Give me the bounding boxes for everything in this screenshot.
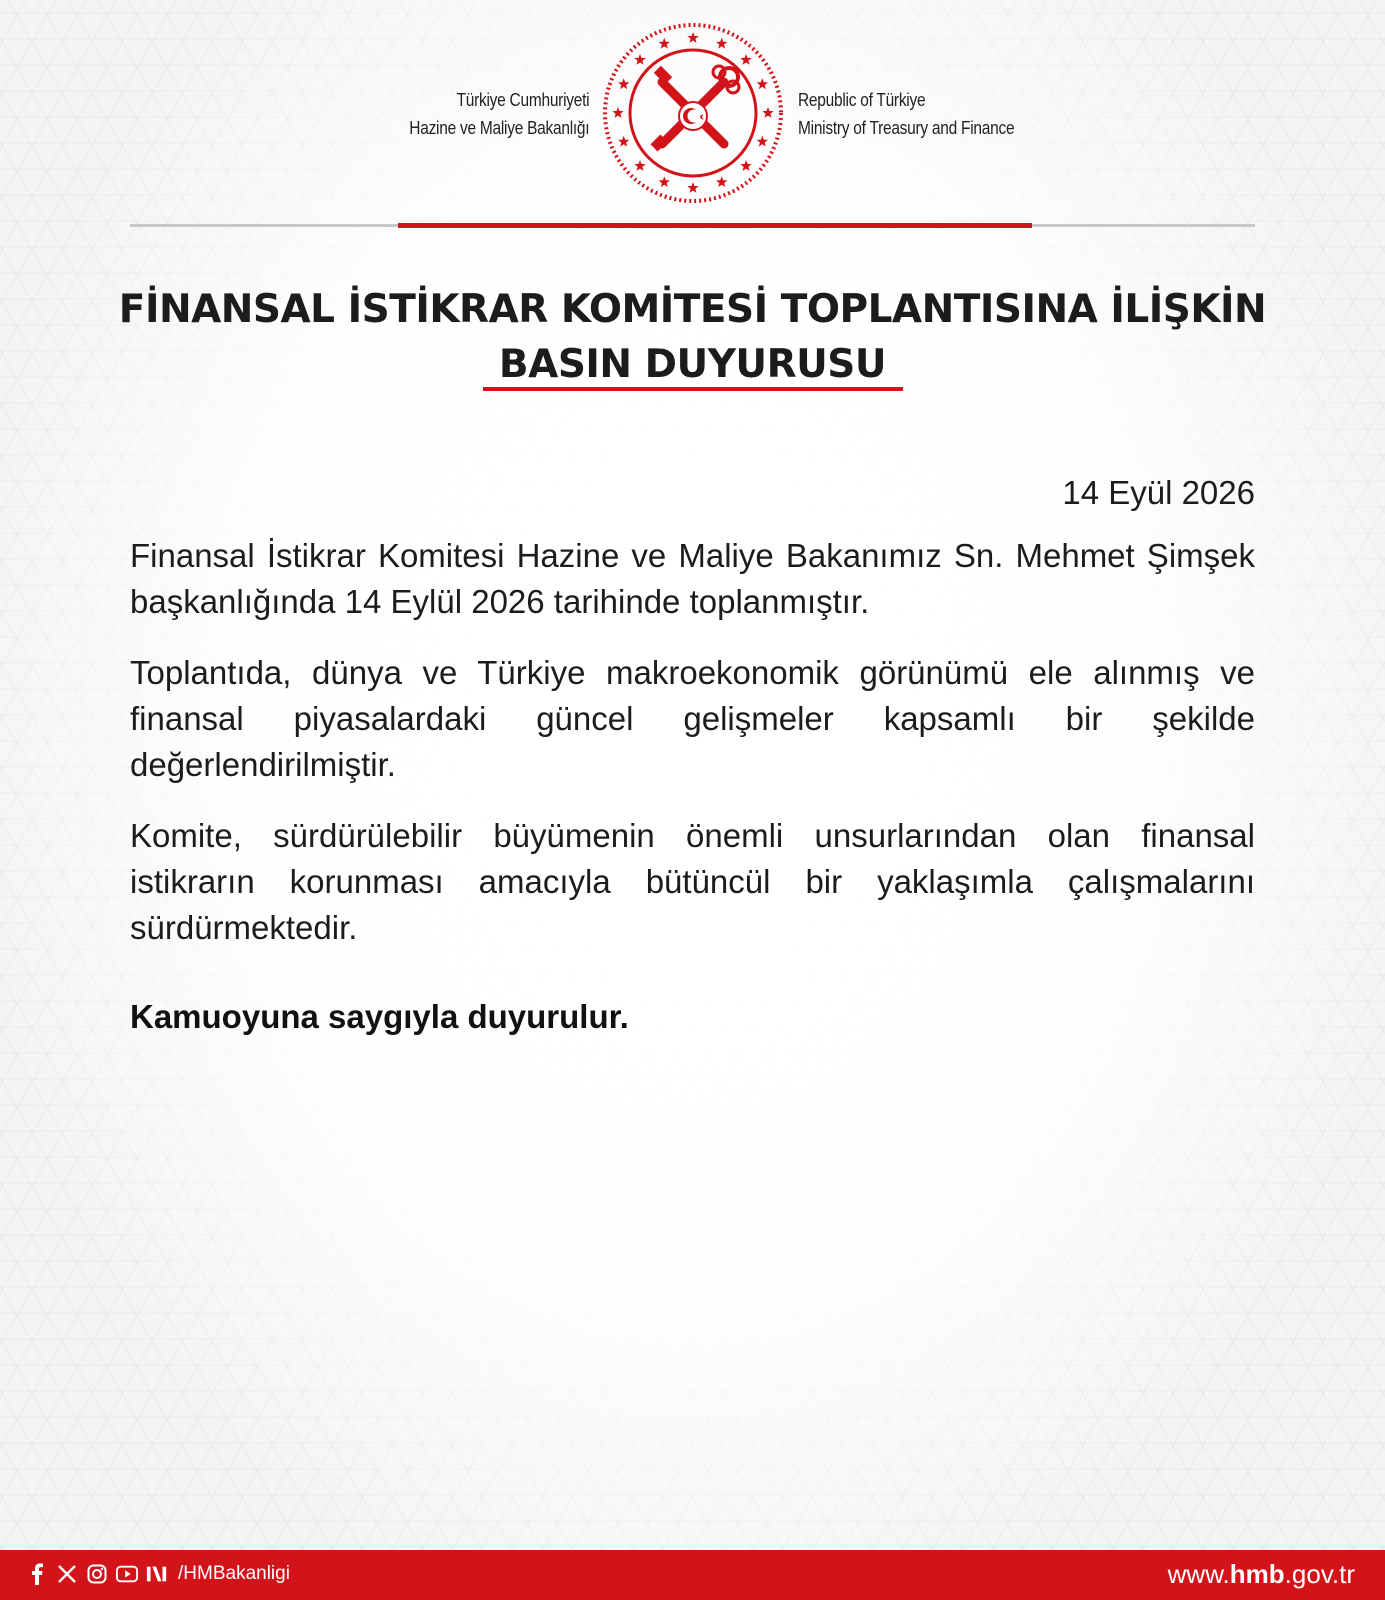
youtube-icon[interactable] bbox=[116, 1561, 138, 1587]
ministry-seal-icon bbox=[600, 20, 786, 206]
announcement-body bbox=[130, 533, 1255, 976]
seal-star bbox=[757, 136, 768, 147]
org-en-line2: Ministry of Treasury and Finance bbox=[798, 118, 1015, 138]
title-line2: BASIN DUYURUSU bbox=[498, 342, 887, 387]
seal-star bbox=[716, 176, 727, 187]
header-accent-divider bbox=[398, 223, 1032, 228]
nsosyal-icon[interactable] bbox=[146, 1561, 168, 1587]
footer-bar bbox=[0, 1550, 1385, 1600]
page-title bbox=[40, 282, 1345, 392]
letterhead bbox=[0, 0, 1385, 215]
seal-star bbox=[762, 107, 773, 118]
social-handle[interactable]: /HMBakanligi bbox=[178, 1563, 290, 1584]
paragraph: Finansal İstikrar Komitesi Hazine ve Maliye Bakanımız Sn. Mehmet Şimşek başkanlığında 14 Eylül 2026 tarihinde toplanmıştır. bbox=[130, 537, 1255, 620]
org-name-turkish bbox=[409, 86, 589, 142]
site-domain: hmb bbox=[1229, 1559, 1285, 1589]
seal-star bbox=[687, 182, 698, 193]
announcement-date: 14 Eyül 2026 bbox=[1062, 474, 1255, 511]
seal-star bbox=[659, 176, 670, 187]
seal-star bbox=[618, 78, 629, 89]
closing-statement: Kamuoyuna saygıyla duyurulur. bbox=[130, 998, 629, 1035]
org-name-english bbox=[798, 86, 1014, 142]
paragraph: Komite, sürdürülebilir büyümenin önemli unsurlarından olan finansal istikrarın korunması amacıyla bütüncül bir yaklaşımla çalışmalarını sürdürmektedir. bbox=[130, 817, 1255, 946]
social-links bbox=[26, 1561, 290, 1587]
seal-star bbox=[740, 54, 751, 65]
paragraph: Toplantıda, dünya ve Türkiye makroekonomik görünümü ele alınmış ve finansal piyasalardaki güncel gelişmeler kapsamlı bir şekilde değerlendirilmiştir. bbox=[130, 654, 1255, 783]
site-suffix: .gov.tr bbox=[1284, 1559, 1355, 1589]
title-line1: FİNANSAL İSTİKRAR KOMİTESİ TOPLANTISINA İLİŞKİN bbox=[118, 287, 1267, 332]
seal-star bbox=[634, 54, 645, 65]
seal-star bbox=[612, 107, 623, 118]
x-icon[interactable] bbox=[56, 1561, 78, 1587]
seal-star bbox=[716, 38, 727, 49]
seal-star bbox=[687, 32, 698, 43]
site-prefix: www. bbox=[1167, 1559, 1230, 1589]
title-underline bbox=[483, 387, 903, 391]
seal-star bbox=[757, 78, 768, 89]
facebook-icon[interactable] bbox=[26, 1561, 48, 1587]
org-tr-line2: Hazine ve Maliye Bakanlığı bbox=[408, 118, 589, 138]
seal-star bbox=[659, 38, 670, 49]
seal-star bbox=[634, 160, 645, 171]
org-tr-line1: Türkiye Cumhuriyeti bbox=[456, 90, 589, 110]
website-link[interactable] bbox=[1168, 1559, 1355, 1590]
seal-star bbox=[740, 160, 751, 171]
instagram-icon[interactable] bbox=[86, 1561, 108, 1587]
seal-star bbox=[618, 136, 629, 147]
org-en-line1: Republic of Türkiye bbox=[798, 90, 926, 110]
